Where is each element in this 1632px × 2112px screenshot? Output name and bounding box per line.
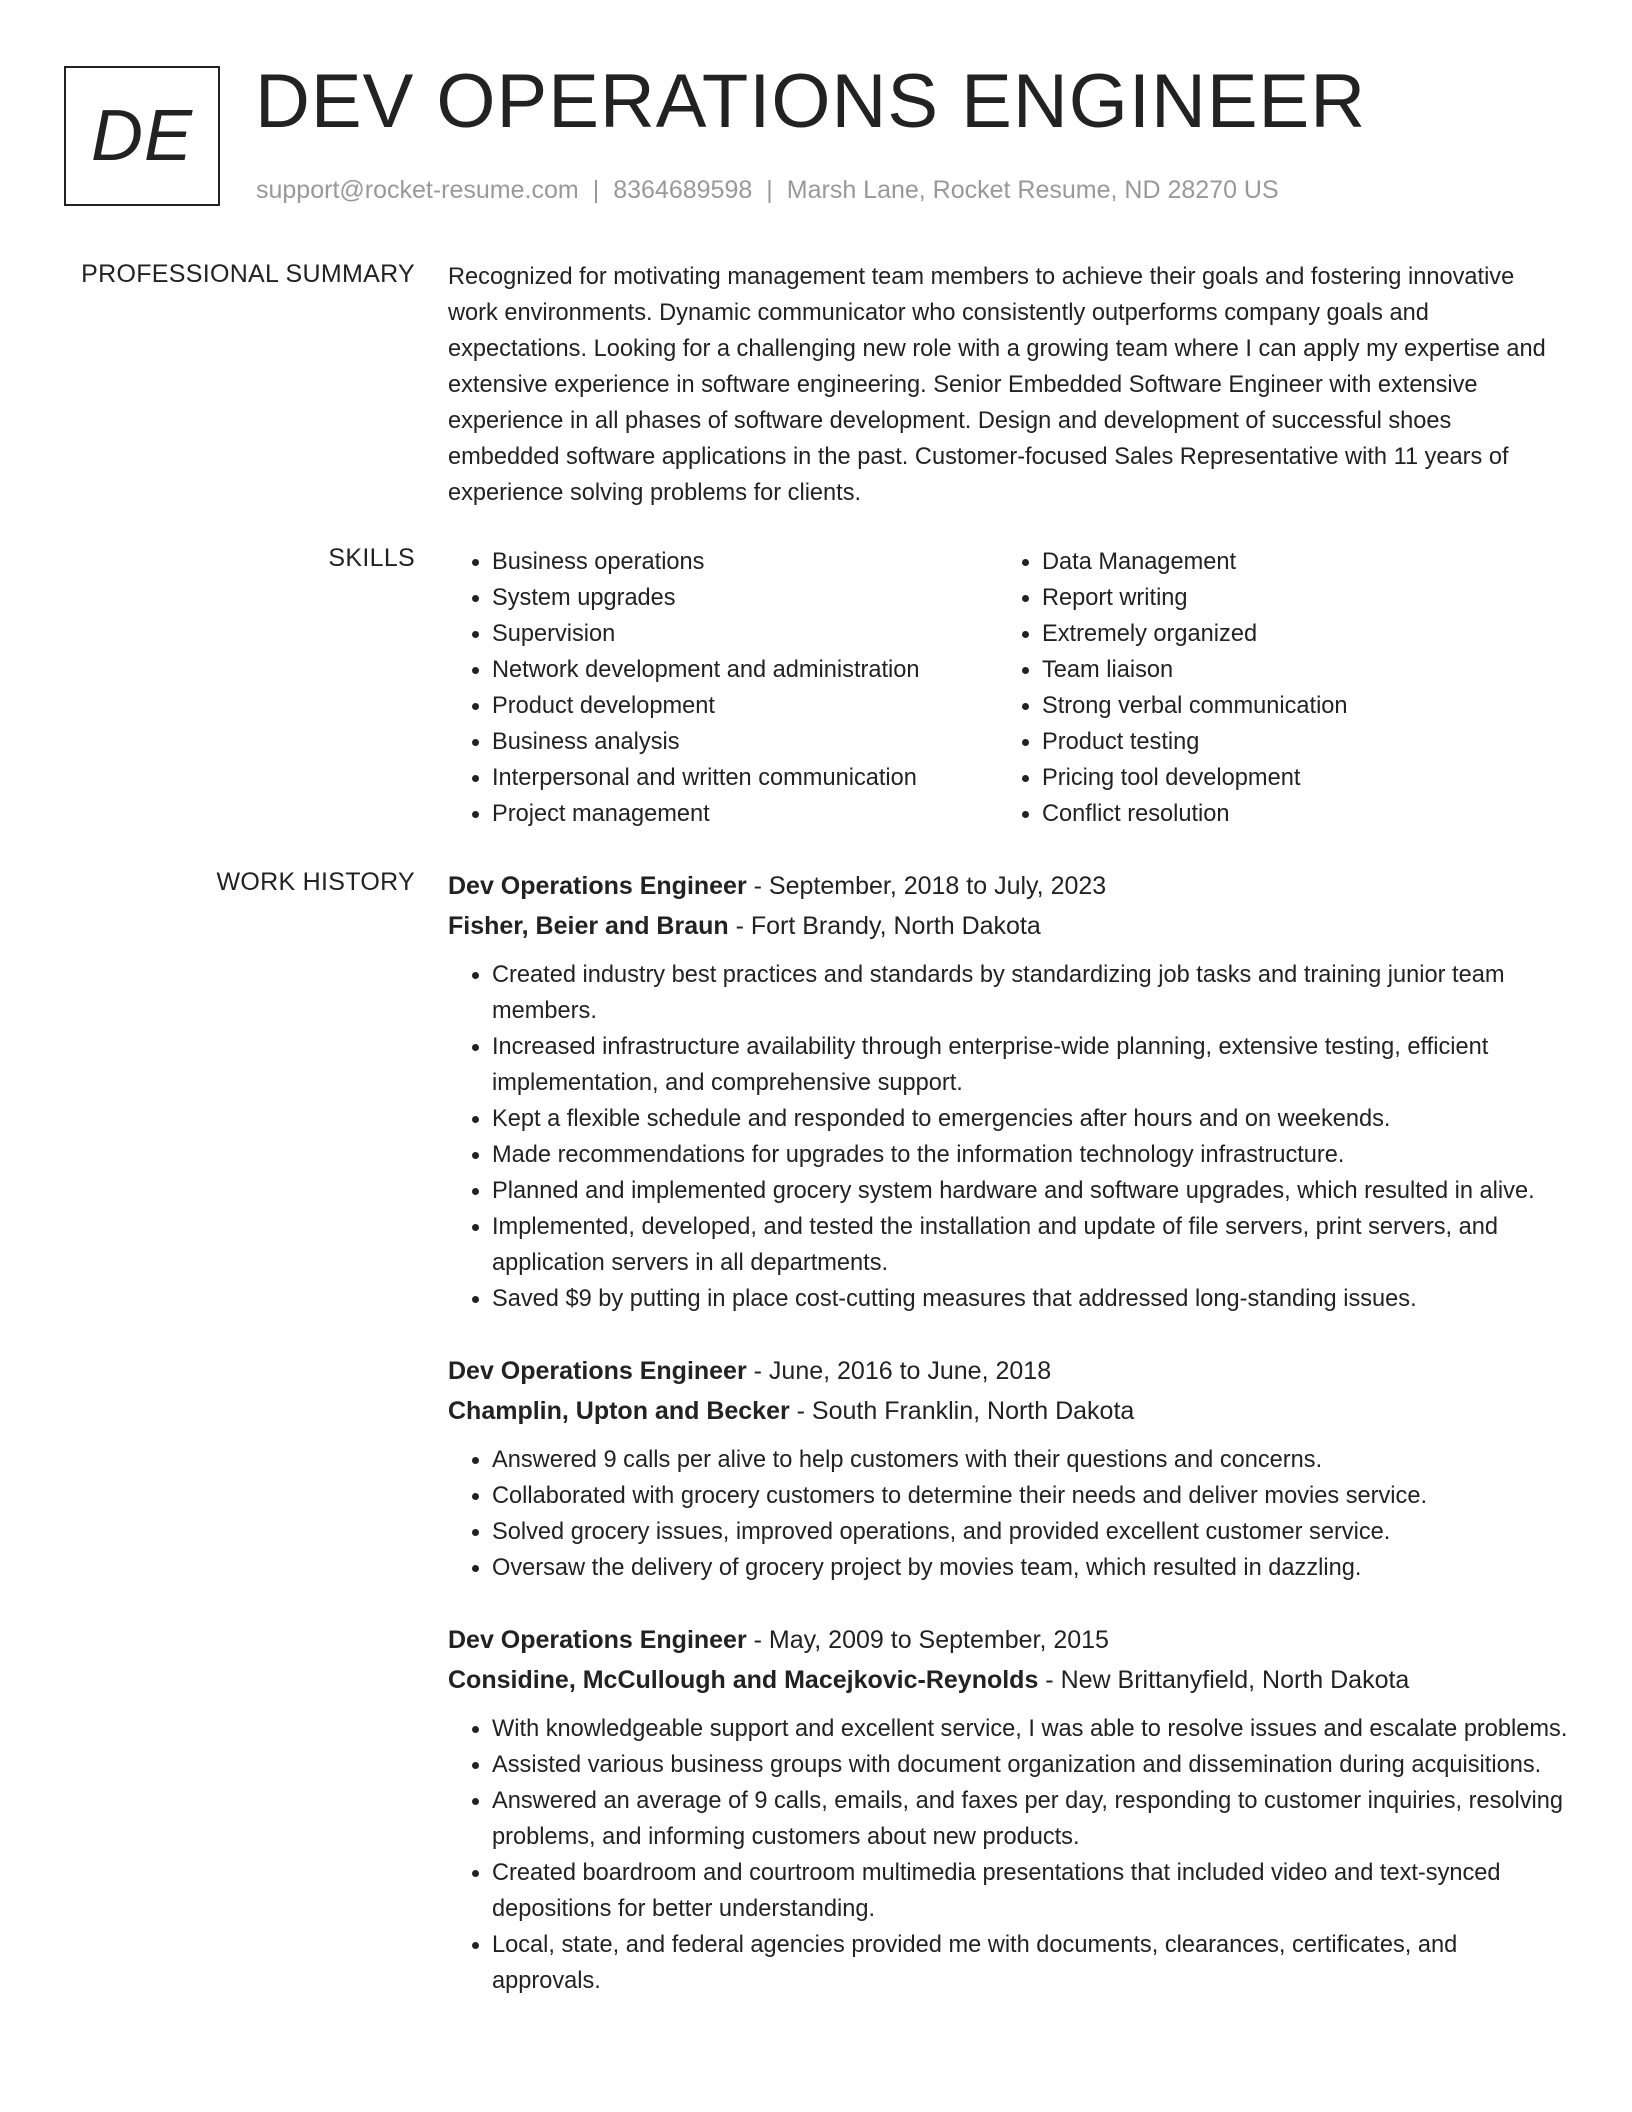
work-history-heading: WORK HISTORY	[216, 868, 415, 896]
skill-item: • Pricing tool development	[1042, 760, 1548, 796]
skill-item: • Data Management	[1042, 544, 1548, 580]
job-bullets	[448, 1711, 1568, 1999]
job-dates: - September, 2018 to July, 2023	[746, 872, 1107, 900]
job-role: Dev Operations Engineer	[448, 1357, 747, 1385]
job-title-line	[448, 1351, 1568, 1391]
job-dates: - May, 2009 to September, 2015	[746, 1626, 1109, 1654]
summary-heading: PROFESSIONAL SUMMARY	[81, 260, 415, 288]
job-bullets	[448, 957, 1568, 1317]
job-bullet: • Answered an average of 9 calls, emails, and faxes per day, responding to customer inquiries, resolving problems, and informing customers about new products.	[492, 1783, 1568, 1855]
skill-item: • Team liaison	[1042, 652, 1548, 688]
resume-header	[64, 59, 1564, 216]
job-bullet: • Created industry best practices and standards by standardizing job tasks and training junior team members.	[492, 957, 1568, 1029]
work-history-jobs	[448, 866, 1568, 2033]
skill-item: • Interpersonal and written communication	[492, 760, 998, 796]
job-bullet: • Made recommendations for upgrades to the information technology infrastructure.	[492, 1137, 1568, 1173]
skills-lists	[448, 544, 1568, 832]
job-company-line	[448, 1660, 1568, 1700]
job-bullet: • Assisted various business groups with document organization and dissemination during acquisitions.	[492, 1747, 1568, 1783]
job-entry	[448, 866, 1568, 1317]
skill-item: • Business operations	[492, 544, 998, 580]
skills-column-right	[998, 544, 1548, 832]
job-bullet: • With knowledgeable support and excellent service, I was able to resolve issues and escalate problems.	[492, 1711, 1568, 1747]
contact-line	[256, 176, 1279, 205]
skill-item: • Business analysis	[492, 724, 998, 760]
skill-item: • Report writing	[1042, 580, 1548, 616]
summary-text: Recognized for motivating management team members to achieve their goals and fostering innovative work environments. Dynamic communicator who consistently outperforms company goals and expectations. Looking for a challenging new role with a growing team where I can apply my expertise and extensive experience in software engineering. Senior Embedded Software Engineer with extensive experience in all phases of software development. Design and development of successful shoes embedded software applications in the past. Customer-focused Sales Representative with 11 years of experience solving problems for clients.	[448, 264, 1546, 506]
skills-list-right	[998, 544, 1548, 832]
resume-title: DEV OPERATIONS ENGINEER	[255, 59, 1367, 144]
job-company: Champlin, Upton and Becker	[448, 1397, 790, 1425]
skill-item: • Network development and administration	[492, 652, 998, 688]
job-title-line	[448, 1620, 1568, 1660]
monogram-logo: DE	[64, 66, 220, 206]
job-bullets	[448, 1442, 1568, 1586]
job-bullet: • Created boardroom and courtroom multimedia presentations that included video and text-synced depositions for better understanding.	[492, 1855, 1568, 1927]
job-role: Dev Operations Engineer	[448, 872, 747, 900]
job-title-line	[448, 866, 1568, 906]
contact-separator: |	[766, 176, 773, 204]
job-bullet: • Collaborated with grocery customers to determine their needs and deliver movies service.	[492, 1478, 1568, 1514]
job-bullet: • Kept a flexible schedule and responded to emergencies after hours and on weekends.	[492, 1101, 1568, 1137]
job-location: - South Franklin, North Dakota	[789, 1397, 1135, 1425]
job-bullet: • Solved grocery issues, improved operations, and provided excellent customer service.	[492, 1514, 1568, 1550]
contact-separator: |	[592, 176, 600, 204]
skills-column-left	[448, 544, 998, 832]
job-bullet: • Increased infrastructure availability through enterprise-wide planning, extensive testing, efficient implementation, and comprehensive support.	[492, 1029, 1568, 1101]
job-dates: - June, 2016 to June, 2018	[746, 1357, 1052, 1385]
job-bullet: • Answered 9 calls per alive to help customers with their questions and concerns.	[492, 1442, 1568, 1478]
job-company-line	[448, 1391, 1568, 1431]
job-location: - New Brittanyfield, North Dakota	[1038, 1666, 1410, 1694]
job-bullet: • Saved $9 by putting in place cost-cutting measures that addressed long-standing issues.	[492, 1281, 1568, 1317]
job-bullet: • Local, state, and federal agencies provided me with documents, clearances, certificates, and approvals.	[492, 1927, 1568, 1999]
skills-heading: SKILLS	[328, 544, 415, 572]
skill-item: • Product development	[492, 688, 998, 724]
skills-list-left	[448, 544, 998, 832]
job-entry	[448, 1620, 1568, 1999]
job-bullet: • Planned and implemented grocery system hardware and software upgrades, which resulted in alive.	[492, 1173, 1568, 1209]
job-location: - Fort Brandy, North Dakota	[728, 912, 1041, 940]
contact-address: Marsh Lane, Rocket Resume, ND 28270 US	[786, 176, 1279, 204]
contact-email[interactable]: support@rocket-resume.com	[256, 176, 579, 204]
job-company: Considine, McCullough and Macejkovic-Reynolds	[448, 1666, 1039, 1694]
job-role: Dev Operations Engineer	[448, 1626, 747, 1654]
skill-item: • System upgrades	[492, 580, 998, 616]
skill-item: • Extremely organized	[1042, 616, 1548, 652]
job-company: Fisher, Beier and Braun	[448, 912, 729, 940]
skill-item: • Project management	[492, 796, 998, 832]
skill-item: • Strong verbal communication	[1042, 688, 1548, 724]
job-bullet: • Oversaw the delivery of grocery project by movies team, which resulted in dazzling.	[492, 1550, 1568, 1586]
job-entry	[448, 1351, 1568, 1586]
skill-item: • Conflict resolution	[1042, 796, 1548, 832]
skill-item: • Supervision	[492, 616, 998, 652]
contact-phone[interactable]: 8364689598	[613, 176, 753, 204]
job-bullet: • Implemented, developed, and tested the installation and update of file servers, print servers, and application servers in all departments.	[492, 1209, 1568, 1281]
skill-item: • Product testing	[1042, 724, 1548, 760]
job-company-line	[448, 906, 1568, 946]
